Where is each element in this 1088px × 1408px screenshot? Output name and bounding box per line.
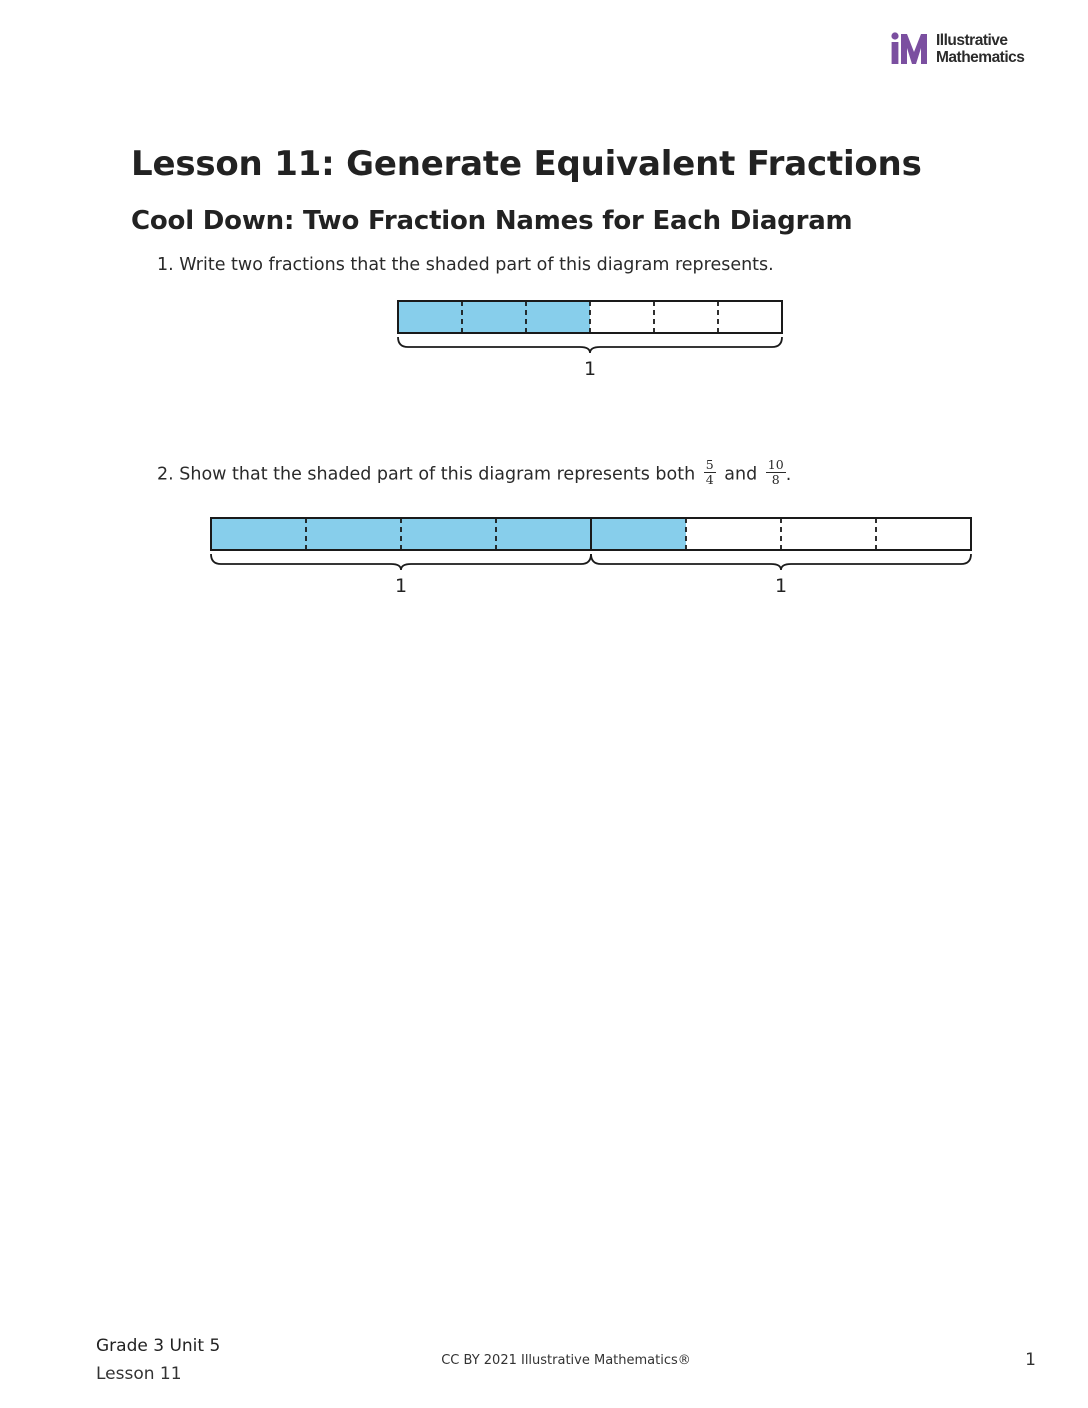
fraction-numerator: 5: [705, 457, 714, 472]
shaded-part: [306, 518, 401, 550]
fraction-numerator: 10: [767, 457, 784, 472]
whole-label: 1: [774, 575, 788, 597]
logo-line-1: Illustrative: [936, 32, 1008, 49]
shaded-part: [401, 518, 496, 550]
question-1: 1. Write two fractions that the shaded part of this diagram represents.: [157, 255, 774, 275]
shaded-part: [496, 518, 591, 550]
whole-label: 1: [583, 358, 597, 380]
illustrative-mathematics-logo: [890, 32, 1040, 66]
brace: [398, 337, 782, 353]
fraction-five-fourths: [704, 458, 716, 487]
fraction-ten-eighths: [766, 458, 786, 487]
question-2-text: 2. Show that the shaded part of this diagram represents both: [157, 464, 696, 485]
section-title: Cool Down: Two Fraction Names for Each Diagram: [131, 206, 853, 236]
footer-grade-unit: Grade 3 Unit 5: [96, 1336, 221, 1356]
im-logo-icon: [890, 32, 932, 66]
shaded-part: [211, 518, 306, 550]
brace: [211, 554, 591, 570]
shaded-part: [462, 301, 526, 333]
footer-license: CC BY 2021 Illustrative Mathematics®: [441, 1353, 691, 1368]
lesson-title: Lesson 11: Generate Equivalent Fractions: [131, 144, 922, 184]
question-2-period: .: [785, 464, 792, 485]
tape-diagram-1: [390, 295, 790, 385]
logo-line-2: Mathematics: [936, 49, 1025, 66]
footer-lesson: Lesson 11: [96, 1364, 182, 1384]
shaded-part: [526, 301, 590, 333]
question-2-conjunction: and: [724, 464, 758, 485]
question-2: [157, 457, 792, 489]
logo-wordmark: [936, 32, 1024, 66]
shaded-part: [591, 518, 686, 550]
tape-diagram-2: [203, 512, 983, 602]
page-number: 1: [1025, 1350, 1036, 1370]
fraction-denominator: 8: [771, 472, 780, 487]
whole-label: 1: [394, 575, 408, 597]
fraction-denominator: 4: [705, 472, 714, 487]
brace: [591, 554, 971, 570]
shaded-part: [398, 301, 462, 333]
